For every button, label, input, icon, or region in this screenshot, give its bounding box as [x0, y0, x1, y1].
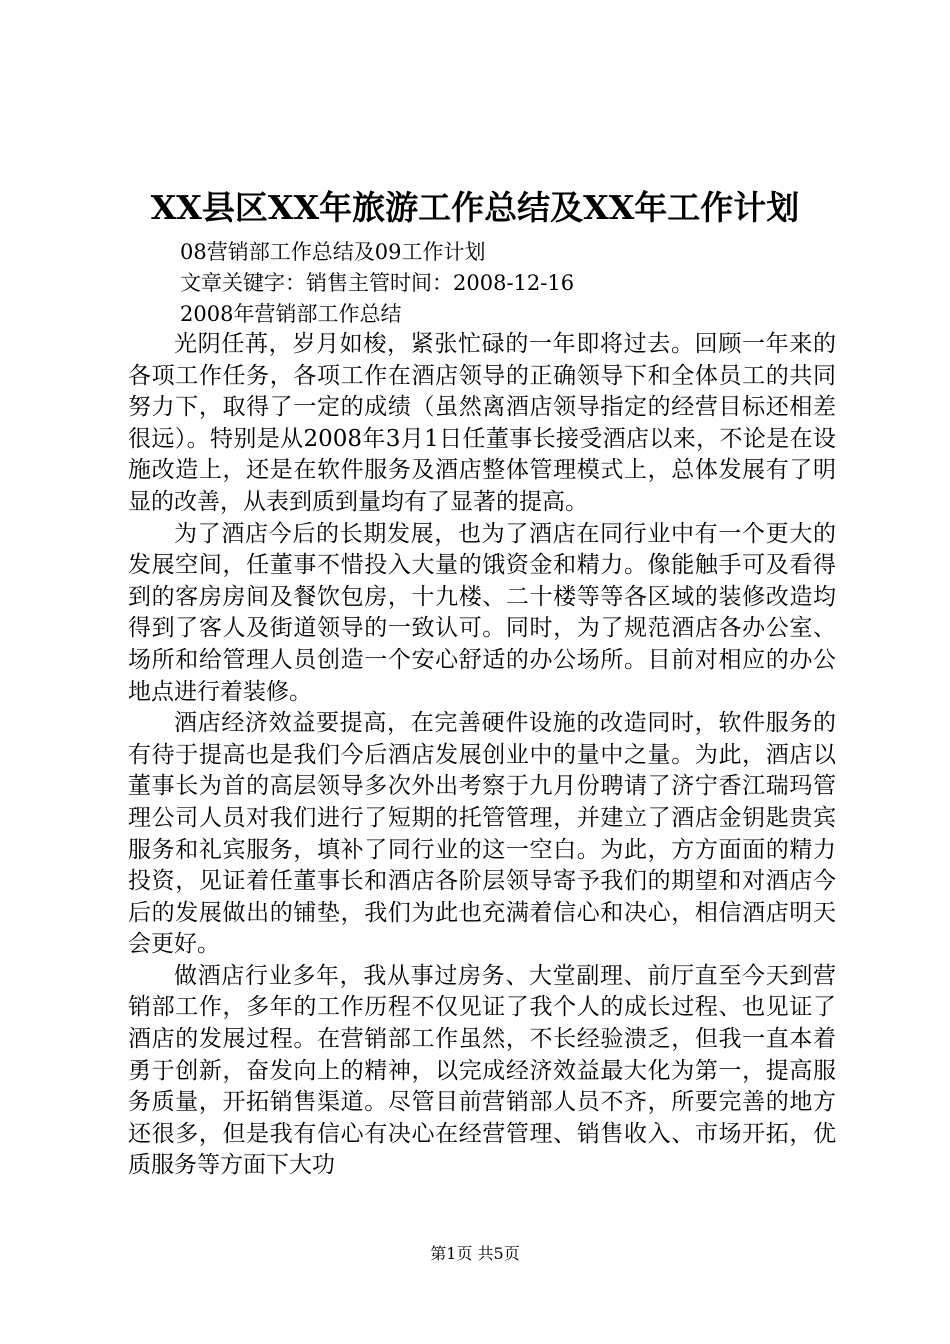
keywords-date-line: 文章关键字：销售主管时间：2008-12-16 [180, 271, 575, 295]
paragraph-service: 酒店经济效益要提高，在完善硬件设施的改造同时，软件服务的有待于提高也是我们今后酒店发展创业中的量中之量。为此，酒店以董事长为首的高层领导多次外出考察于九月份聘请了济宁香江瑞玛管理公司人员对我们进行了短期的托管管理，并建立了酒店金钥匙贵宾服务和礼宾服务，填补了同行业的这一空白。为此，方方面面的精力投资，见证着任董事长和酒店各阶层领导寄予我们的期望和对酒店今后的发展做出的铺垫，我们为此也充满着信心和决心，相信酒店明天会更好。 [128, 710, 836, 958]
section-heading: 2008年营销部工作总结 [180, 302, 402, 326]
document-title: XX县区XX年旅游工作总结及XX年工作计划 [150, 188, 800, 227]
page-number-footer: 第1页 共5页 [430, 1244, 520, 1263]
paragraph-renovation: 为了酒店今后的长期发展，也为了酒店在同行业中有一个更大的发展空间，任董事不惜投入大量的饿资金和精力。像能触手可及看得到的客房房间及餐饮包房，十九楼、二十楼等等各区域的装修改造均得到了客人及街道领导的一致认可。同时，为了规范酒店各办公室、场所和给管理人员创造一个安心舒适的办公场所。目前对相应的办公地点进行着装修。 [128, 520, 836, 705]
document-body [128, 329, 836, 1182]
paragraph-personal: 做酒店行业多年，我从事过房务、大堂副理、前厅直至今天到营销部工作，多年的工作历程不仅见证了我个人的成长过程、也见证了酒店的发展过程。在营销部工作虽然，不长经验溃乏，但我一直本着勇于创新，奋发向上的精神，以完成经济效益最大化为第一，提高服务质量，开拓销售渠道。尽管目前营销部人员不齐，所要完善的地方还很多，但是我有信心有决心在经营管理、销售收入、市场开拓，优质服务等方面下大功 [128, 962, 836, 1179]
paragraph-review: 光阴任苒，岁月如梭，紧张忙碌的一年即将过去。回顾一年来的各项工作任务，各项工作在酒店领导的正确领导下和全体员工的共同努力下，取得了一定的成绩（虽然离酒店领导指定的经营目标还相差很远）。特别是从2008年3月1日任董事长接受酒店以来，不论是在设施改造上，还是在软件服务及酒店整体管理模式上，总体发展有了明显的改善，从表到质到量均有了显著的提高。 [128, 331, 836, 515]
subtitle-line: 08营销部工作总结及09工作计划 [180, 240, 486, 264]
